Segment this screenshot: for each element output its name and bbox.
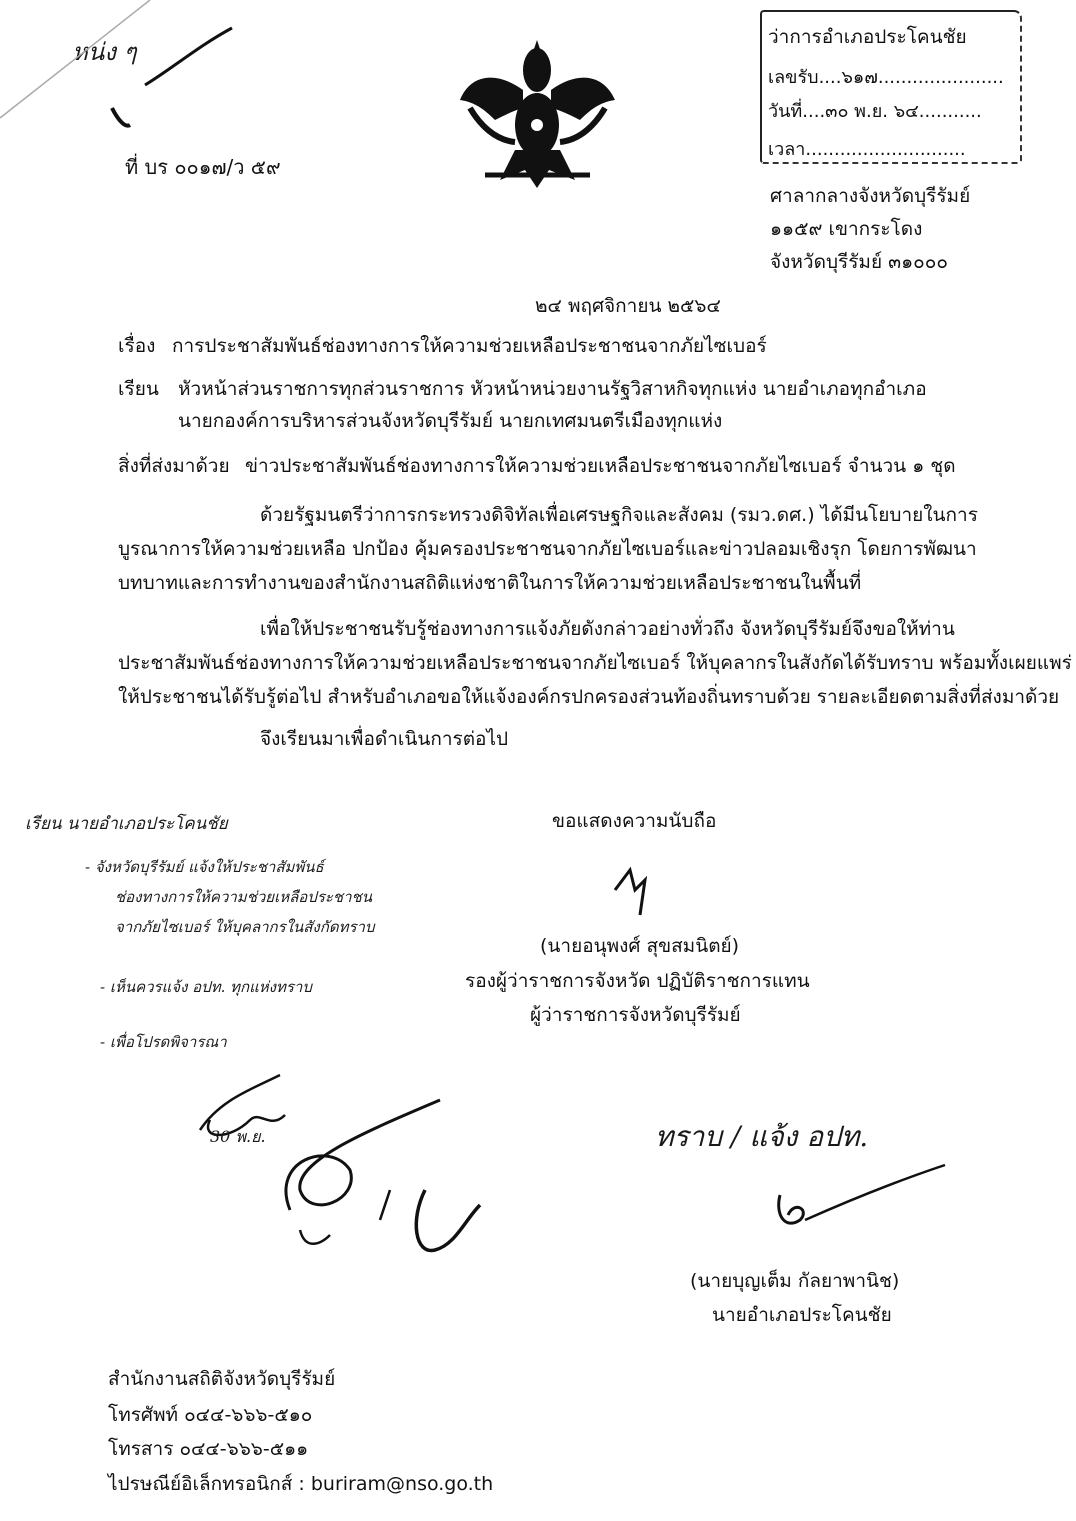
paragraph-1-line-3: บทบาทและการทำงานของสำนักงานสถิติแห่งชาติในการให้ความช่วยเหลือประชาชนในพื้นที่ (118, 572, 862, 594)
paragraph-2-line-1: เพื่อให้ประชาชนรับรู้ช่องทางการแจ้งภัยดังกล่าวอย่างทั่วถึง จังหวัดบุรีรัมย์จึงขอให้ท่าน (260, 618, 955, 640)
document-number: ที่ บร ๐๐๑๗/ว ๕๙ (125, 155, 281, 179)
signature-2 (760, 1160, 960, 1250)
top-left-pen-stroke (0, 0, 260, 140)
handwritten-note-line-3: ช่องทางการให้ความช่วยเหลือประชาชน (115, 888, 372, 906)
footer-office: สำนักงานสถิติจังหวัดบุรีรัมย์ (108, 1368, 336, 1390)
handwritten-date: 30 พ.ย. (210, 1127, 266, 1146)
signer-1-title-1: รองผู้ว่าราชการจังหวัด ปฏิบัติราชการแทน (465, 970, 810, 992)
stamp-receive-number: เลขรับ....๖๑๗...................... (768, 67, 1004, 88)
receiving-stamp (760, 10, 1022, 164)
stamp-date: วันที่....๓๐ พ.ย. ๖๔........... (768, 101, 982, 122)
paragraph-2-line-2: ประชาสัมพันธ์ช่องทางการให้ความช่วยเหลือประชาชนจากภัยไซเบอร์ ให้บุคลากรในสังกัดได้รับทราบ พร้อมทั้งเผยแพร่ (118, 652, 1072, 674)
regards: ขอแสดงความนับถือ (552, 810, 717, 832)
subject-label: เรื่อง (118, 335, 156, 357)
garuda-emblem-icon (455, 30, 620, 195)
paragraph-1-line-1: ด้วยรัฐมนตรีว่าการกระทรวงดิจิทัลเพื่อเศรษฐกิจและสังคม (รมว.ดศ.) ได้มีนโยบายในการ (260, 504, 978, 526)
stamp-time: เวลา............................ (768, 139, 966, 160)
handwritten-note-line-4: จากภัยไซเบอร์ ให้บุคลากรในสังกัดทราบ (115, 918, 375, 936)
stamp-office: ว่าการอำเภอประโคนชัย (768, 26, 967, 48)
address-line-2: ๑๑๕๙ เขากระโดง (770, 218, 923, 240)
signer-2-title: นายอำเภอประโคนชัย (712, 1304, 892, 1326)
signer-2-name: (นายบุญเต็ม กัลยาพานิช) (690, 1270, 900, 1292)
to-line-2: นายกองค์การบริหารส่วนจังหวัดบุรีรัมย์ นายกเทศมนตรีเมืองทุกแห่ง (178, 410, 723, 432)
signer-1-title-2: ผู้ว่าราชการจังหวัดบุรีรัมย์ (530, 1004, 741, 1026)
footer-fax: โทรสาร ๐๔๔-๖๖๖-๕๑๑ (108, 1438, 309, 1460)
handwritten-note-line-6: - เพื่อโปรดพิจารณา (100, 1033, 227, 1051)
subject-text: การประชาสัมพันธ์ช่องทางการให้ความช่วยเหลือประชาชนจากภัยไซเบอร์ (172, 335, 767, 357)
top-left-handwritten-note: หน่ง ๆ (72, 38, 137, 66)
document-date: ๒๔ พฤศจิกายน ๒๕๖๔ (535, 295, 721, 317)
enclosure-label: สิ่งที่ส่งมาด้วย (118, 455, 230, 477)
handwritten-right-note: ทราบ / แจ้ง อปท. (655, 1120, 869, 1153)
handwritten-signature-cluster (190, 1070, 490, 1280)
handwritten-note-line-1: เรียน นายอำเภอประโคนชัย (25, 814, 228, 834)
to-label: เรียน (118, 378, 159, 400)
footer-email: ไปรษณีย์อิเล็กทรอนิกส์ : buriram@nso.go.th (108, 1473, 494, 1495)
address-line-1: ศาลากลางจังหวัดบุรีรัมย์ (770, 185, 971, 207)
closing-request: จึงเรียนมาเพื่อดำเนินการต่อไป (260, 728, 509, 750)
signature-1 (595, 860, 665, 930)
handwritten-note-line-5: - เห็นควรแจ้ง อปท. ทุกแห่งทราบ (100, 978, 312, 996)
handwritten-note-line-2: - จังหวัดบุรีรัมย์ แจ้งให้ประชาสัมพันธ์ (85, 858, 324, 876)
footer-phone: โทรศัพท์ ๐๔๔-๖๖๖-๕๑๐ (108, 1404, 313, 1426)
enclosure-text: ข่าวประชาสัมพันธ์ช่องทางการให้ความช่วยเหลือประชาชนจากภัยไซเบอร์ จำนวน ๑ ชุด (245, 455, 956, 477)
signer-1-name: (นายอนุพงศ์ สุขสมนิตย์) (540, 935, 740, 957)
paragraph-1-line-2: บูรณาการให้ความช่วยเหลือ ปกป้อง คุ้มครองประชาชนจากภัยไซเบอร์และข่าวปลอมเชิงรุก โดยการพัฒนา (118, 538, 977, 560)
paragraph-2-line-3: ให้ประชาชนได้รับรู้ต่อไป สำหรับอำเภอขอให้แจ้งองค์กรปกครองส่วนท้องถิ่นทราบด้วย รายละเอียดตามสิ่งที่ส่งมาด้วย (118, 686, 1060, 708)
to-line-1: หัวหน้าส่วนราชการทุกส่วนราชการ หัวหน้าหน่วยงานรัฐวิสาหกิจทุกแห่ง นายอำเภอทุกอำเภอ (178, 378, 927, 400)
address-line-3: จังหวัดบุรีรัมย์ ๓๑๐๐๐ (770, 251, 948, 273)
